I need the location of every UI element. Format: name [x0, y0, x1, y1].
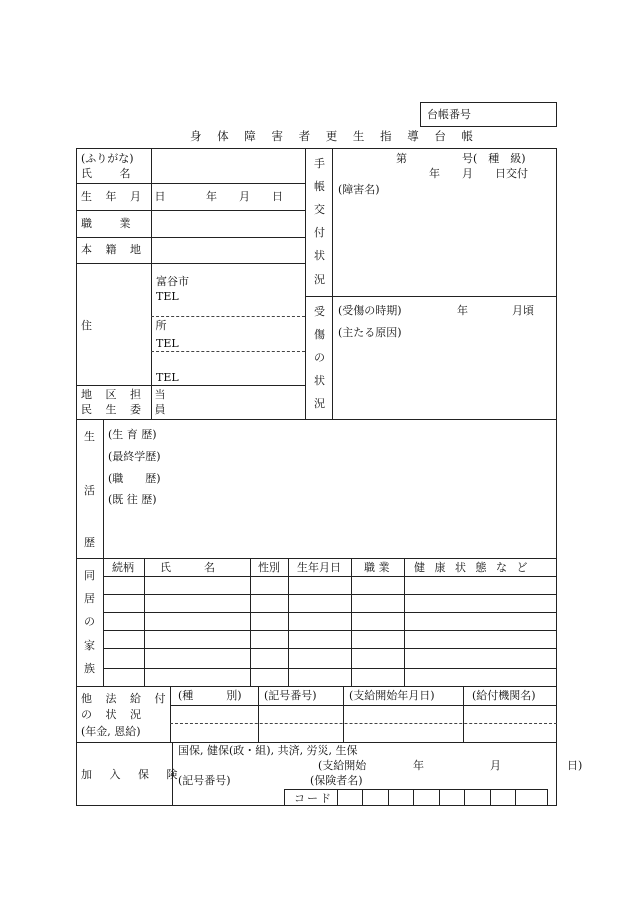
- tel-3[interactable]: TEL: [156, 371, 179, 384]
- family-side-4: 族: [84, 662, 95, 675]
- life-item-education[interactable]: (最終学歴): [108, 450, 161, 463]
- district-label-2: 民 生 委 員: [81, 403, 171, 416]
- handbook-side-2: 交: [314, 203, 325, 216]
- life-side-2: 歴: [84, 536, 95, 549]
- code-input-cells[interactable]: [337, 790, 547, 805]
- injury-time-label: (受傷の時期): [338, 304, 402, 317]
- insurance-symbol-number: (記号番号): [178, 774, 231, 787]
- tel-1[interactable]: TEL: [156, 290, 179, 303]
- handbook-side-0: 手: [314, 157, 325, 170]
- injury-time-field[interactable]: 年 月頃: [457, 304, 534, 317]
- furigana-label: (ふりがな): [81, 152, 134, 165]
- name-field[interactable]: [152, 149, 304, 182]
- family-header-birthdate: 生年月日: [297, 561, 341, 574]
- birthdate-label: 生 年 月 日: [81, 190, 171, 203]
- insurance-start-label: (支給開始: [318, 759, 367, 772]
- handbook-issue-date[interactable]: 年 月 日交付: [429, 167, 528, 180]
- handbook-side-3: 付: [314, 226, 325, 239]
- tel-2[interactable]: TEL: [156, 337, 179, 350]
- benefit-header-type: (種 別): [178, 689, 242, 702]
- benefit-header-start: (支給開始年月日): [349, 689, 435, 702]
- injury-cause-label: (主たる原因): [338, 326, 402, 339]
- life-item-upbringing[interactable]: (生 育 歴): [108, 428, 157, 441]
- family-side-3: 家: [84, 639, 95, 652]
- page-title: 身 体 障 害 者 更 生 指 導 台 帳: [190, 129, 480, 143]
- disability-name[interactable]: (障害名): [338, 183, 380, 196]
- district-label-1: 地 区 担 当: [81, 388, 171, 401]
- injury-side-0: 受: [314, 305, 325, 318]
- ledger-number-box[interactable]: [420, 102, 557, 127]
- insurance-types[interactable]: 国保, 健保(政・組), 共済, 労災, 生保: [178, 744, 358, 757]
- address-label: 住 所: [81, 319, 197, 332]
- benefit-header-agency: (給付機関名): [472, 689, 536, 702]
- occupation-label: 職 業: [81, 217, 143, 230]
- life-item-career[interactable]: (職 歴): [108, 472, 161, 485]
- other-benefits-label-3: (年金, 恩給): [81, 725, 141, 738]
- injury-side-3: 状: [314, 374, 325, 387]
- life-item-medical[interactable]: (既 往 歴): [108, 493, 157, 506]
- insurer-name: (保険者名): [310, 774, 363, 787]
- family-side-0: 同: [84, 569, 95, 582]
- address-city[interactable]: 富谷市: [156, 275, 189, 288]
- honseki-label: 本 籍 地: [81, 243, 146, 256]
- benefit-header-number: (記号番号): [264, 689, 317, 702]
- insurance-label: 加 入 保 険: [81, 768, 185, 781]
- family-side-2: の: [84, 615, 95, 628]
- handbook-side-5: 況: [314, 273, 325, 286]
- family-header-name: 氏 名: [160, 561, 215, 574]
- honseki-field[interactable]: [152, 238, 304, 262]
- life-side-1: 活: [84, 484, 95, 497]
- ledger-number-label: 台帳番号: [427, 108, 471, 121]
- life-side-0: 生: [84, 430, 95, 443]
- insurance-start-field[interactable]: 年 月 日): [413, 759, 583, 772]
- district-commissioner-field[interactable]: [152, 386, 304, 419]
- family-header-sex: 性別: [258, 561, 280, 574]
- occupation-field[interactable]: [152, 211, 304, 236]
- other-benefits-label-1: 他 法 給 付: [81, 692, 171, 705]
- handbook-number[interactable]: 第 号( 種 級): [396, 152, 526, 165]
- other-benefits-label-2: の 状 況: [81, 708, 146, 721]
- injury-side-1: 傷: [314, 328, 325, 341]
- injury-side-4: 況: [314, 397, 325, 410]
- handbook-side-1: 帳: [314, 180, 325, 193]
- code-label: コード: [294, 792, 333, 805]
- handbook-side-4: 状: [314, 249, 325, 262]
- family-header-occupation: 職 業: [364, 561, 390, 574]
- family-header-relation: 続柄: [112, 561, 134, 574]
- family-header-health: 健 康 状 態 な ど: [414, 561, 531, 574]
- birthdate-field[interactable]: 年 月 日: [206, 190, 283, 203]
- name-label: 氏 名: [81, 167, 143, 180]
- injury-side-2: の: [314, 351, 325, 364]
- family-side-1: 居: [84, 592, 95, 605]
